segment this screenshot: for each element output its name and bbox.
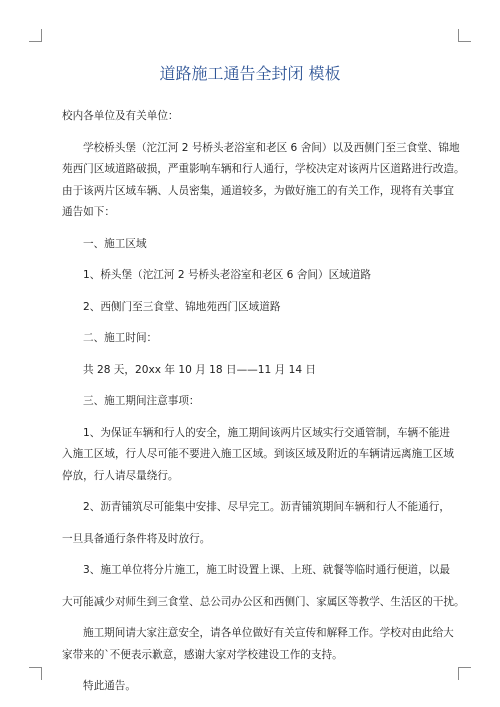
section-1-item-2: 2、西侧门至三食堂、锦地苑西门区域道路 — [83, 300, 281, 313]
item-line: 一旦具备通行条件将及时放行。 — [62, 532, 211, 545]
signoff: 特此通告。 — [83, 680, 136, 692]
section-3-heading: 三、施工期间注意事项： — [83, 395, 200, 407]
intro-paragraph — [62, 138, 465, 224]
item-line: 停放，行人请尽量绕行。 — [62, 469, 179, 482]
crop-mark-bottom-right — [458, 667, 471, 680]
section-3-item-2 — [62, 497, 450, 550]
crop-mark-top-left — [29, 29, 42, 42]
item-line: 3、施工单位将分片施工，施工时设置上课、上班、就餐等临时通行便道，以最 — [83, 564, 450, 576]
intro-line: 苑西门区域道路破损，严重影响车辆和行人通行，学校决定对该两片区道路进行改造。 — [62, 163, 465, 175]
closing-paragraph — [62, 623, 454, 666]
item-line: 2、沥青铺筑尽可能集中安排、尽早完工。沥青铺筑期间车辆和行人不能通行， — [83, 501, 450, 513]
section-3-item-3 — [62, 560, 465, 613]
section-1-item-1: 1、桥头堡（沱江河 2 号桥头老浴室和老区 6 舍间）区域道路 — [83, 269, 371, 281]
section-1-heading: 一、施工区域 — [83, 237, 147, 250]
crop-mark-bottom-left — [29, 667, 42, 680]
document-body — [62, 106, 465, 698]
item-line: 大可能减少对师生到三食堂、总公司办公区和西侧门、家属区等教学、生活区的干扰。 — [62, 595, 465, 608]
closing-line: 施工期间请大家注意安全，请各单位做好有关宣传和解释工作。学校对由此给大 — [83, 627, 454, 639]
section-2-text: 共 28 天，20xx 年 10 月 18 日——11 月 14 日 — [83, 363, 317, 376]
document-title: 道路施工通告全封闭 模板 — [159, 64, 341, 83]
salutation: 校内各单位及有关单位： — [62, 110, 179, 122]
item-line: 1、为保证车辆和行人的安全，施工期间该两片区域实行交通管制，车辆不能进 — [83, 426, 450, 439]
closing-line: 家带来的`不便表示歉意，感谢大家对学校建设工作的支持。 — [62, 648, 343, 661]
crop-mark-top-right — [458, 29, 471, 42]
intro-line: 通告如下： — [62, 206, 115, 218]
section-2-heading: 二、施工时间： — [83, 332, 158, 344]
intro-line: 由于该两片区域车辆、人员密集，通道较多，为做好施工的有关工作，现将有关事宜 — [62, 184, 454, 197]
section-3-item-1 — [62, 423, 454, 488]
intro-line: 学校桥头堡（沱江河 2 号桥头老浴室和老区 6 舍间）以及西侧门至三食堂、锦地 — [83, 141, 460, 154]
item-line: 入施工区域，行人尽可能不要进入施工区域。到该区域及附近的车辆请远离施工区域 — [62, 448, 454, 460]
